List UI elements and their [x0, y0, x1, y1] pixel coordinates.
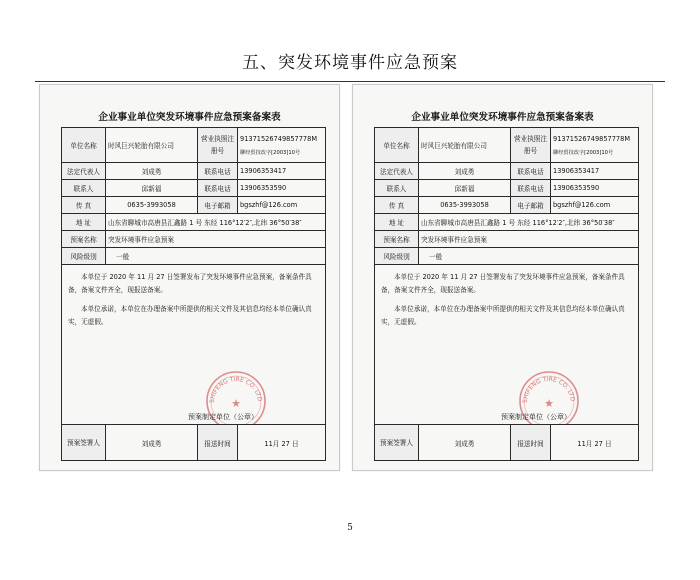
label-license: 营业执照注册号	[511, 128, 551, 163]
declaration-paragraph-2: 本单位承诺，本单位在办理备案中所提供的相关文件及其信息均经本单位确认真实，无虚假。	[381, 305, 625, 326]
address-text: 山东省聊城市高唐县汇鑫路 1 号	[421, 219, 516, 227]
filing-table	[61, 127, 326, 461]
label-submit-time: 报送时间	[198, 425, 238, 461]
license-sub: 聊经贸技改字[2003]10号	[240, 149, 301, 156]
value-legal-rep: 刘成勇	[106, 163, 198, 180]
value-submit-time: 11月 27 日	[238, 425, 326, 461]
value-legal-phone: 13906353417	[551, 163, 639, 180]
page-title: 五、突发环境事件应急预案	[242, 53, 458, 73]
value-legal-rep: 刘成勇	[419, 163, 511, 180]
label-risk-level: 风险级别	[62, 248, 106, 265]
value-email: bgszhf@126.com	[551, 197, 639, 214]
license-sub: 聊经贸技改字[2003]10号	[553, 149, 614, 156]
value-fax: 0635-3993058	[106, 197, 198, 214]
label-unit-name: 单位名称	[375, 128, 419, 163]
value-signer: 刘成勇	[106, 425, 198, 461]
value-signer: 刘成勇	[419, 425, 511, 461]
value-fax: 0635-3993058	[419, 197, 511, 214]
address-text: 山东省聊城市高唐县汇鑫路 1 号	[108, 219, 203, 227]
seal-text: SHIFENG TIRE CO. LTD	[208, 375, 264, 404]
value-email: bgszhf@126.com	[238, 197, 326, 214]
label-signer: 预案签署人	[375, 425, 419, 461]
label-submit-time: 报送时间	[511, 425, 551, 461]
value-contact: 邱新福	[106, 180, 198, 197]
label-phone: 联系电话	[198, 163, 238, 180]
label-fax: 传 真	[375, 197, 419, 214]
license-number: 91371526749857778M	[553, 134, 631, 143]
value-unit-name: 时风巨兴轮胎有限公司	[419, 128, 511, 163]
seal-text: SHIFENG TIRE CO. LTD	[521, 375, 577, 404]
label-license: 营业执照注册号	[198, 128, 238, 163]
value-license	[238, 128, 326, 163]
label-contact: 联系人	[375, 180, 419, 197]
declaration-paragraph-2: 本单位承诺，本单位在办理备案中所提供的相关文件及其信息均经本单位确认真实，无虚假。	[68, 305, 312, 326]
value-license	[551, 128, 639, 163]
label-signer: 预案签署人	[62, 425, 106, 461]
value-contact-phone: 13906353590	[238, 180, 326, 197]
value-contact-phone: 13906353590	[551, 180, 639, 197]
label-risk-level: 风险级别	[375, 248, 419, 265]
filing-table	[374, 127, 639, 461]
label-address: 地 址	[62, 214, 106, 231]
label-email: 电子邮箱	[511, 197, 551, 214]
value-legal-phone: 13906353417	[238, 163, 326, 180]
value-risk-level: 一般	[106, 248, 326, 265]
label-phone: 联系电话	[511, 180, 551, 197]
sign-line: 预案制定单位（公章）	[188, 413, 258, 421]
label-plan-name: 预案名称	[62, 231, 106, 248]
value-submit-time: 11月 27 日	[551, 425, 639, 461]
svg-text:★: ★	[231, 397, 241, 410]
label-phone: 联系电话	[198, 180, 238, 197]
value-unit-name: 时风巨兴轮胎有限公司	[106, 128, 198, 163]
value-address	[419, 214, 639, 231]
license-number: 91371526749857778M	[240, 134, 318, 143]
page-number: 5	[347, 523, 353, 533]
svg-text:★: ★	[544, 397, 554, 410]
declaration-paragraph-1: 本单位于 2020 年 11 月 27 日签署发布了突发环境事件应急预案，备案条件具备，备案文件齐全，现报送备案。	[381, 273, 625, 294]
label-legal-rep: 法定代表人	[62, 163, 106, 180]
label-fax: 传 真	[62, 197, 106, 214]
value-address	[106, 214, 326, 231]
declaration-cell	[375, 265, 639, 425]
label-email: 电子邮箱	[198, 197, 238, 214]
label-unit-name: 单位名称	[62, 128, 106, 163]
label-legal-rep: 法定代表人	[375, 163, 419, 180]
scanned-form-right	[352, 84, 653, 471]
declaration-paragraph-1: 本单位于 2020 年 11 月 27 日签署发布了突发环境事件应急预案，备案条件具备，备案文件齐全，现报送备案。	[68, 273, 312, 294]
coords-text: 东经 116°12′2″,北纬 36°50′38″	[517, 219, 615, 227]
value-contact: 邱新福	[419, 180, 511, 197]
label-address: 地 址	[375, 214, 419, 231]
coords-text: 东经 116°12′2″,北纬 36°50′38″	[204, 219, 302, 227]
label-plan-name: 预案名称	[375, 231, 419, 248]
value-risk-level: 一般	[419, 248, 639, 265]
value-plan-name: 突发环境事件应急预案	[419, 231, 639, 248]
value-plan-name: 突发环境事件应急预案	[106, 231, 326, 248]
form-title: 企业事业单位突发环境事件应急预案备案表	[98, 112, 281, 123]
scanned-form-left	[39, 84, 340, 471]
declaration-cell	[62, 265, 326, 425]
sign-line: 预案制定单位（公章）	[501, 413, 571, 421]
label-phone: 联系电话	[511, 163, 551, 180]
form-title: 企业事业单位突发环境事件应急预案备案表	[411, 112, 594, 123]
title-divider	[35, 81, 665, 82]
label-contact: 联系人	[62, 180, 106, 197]
